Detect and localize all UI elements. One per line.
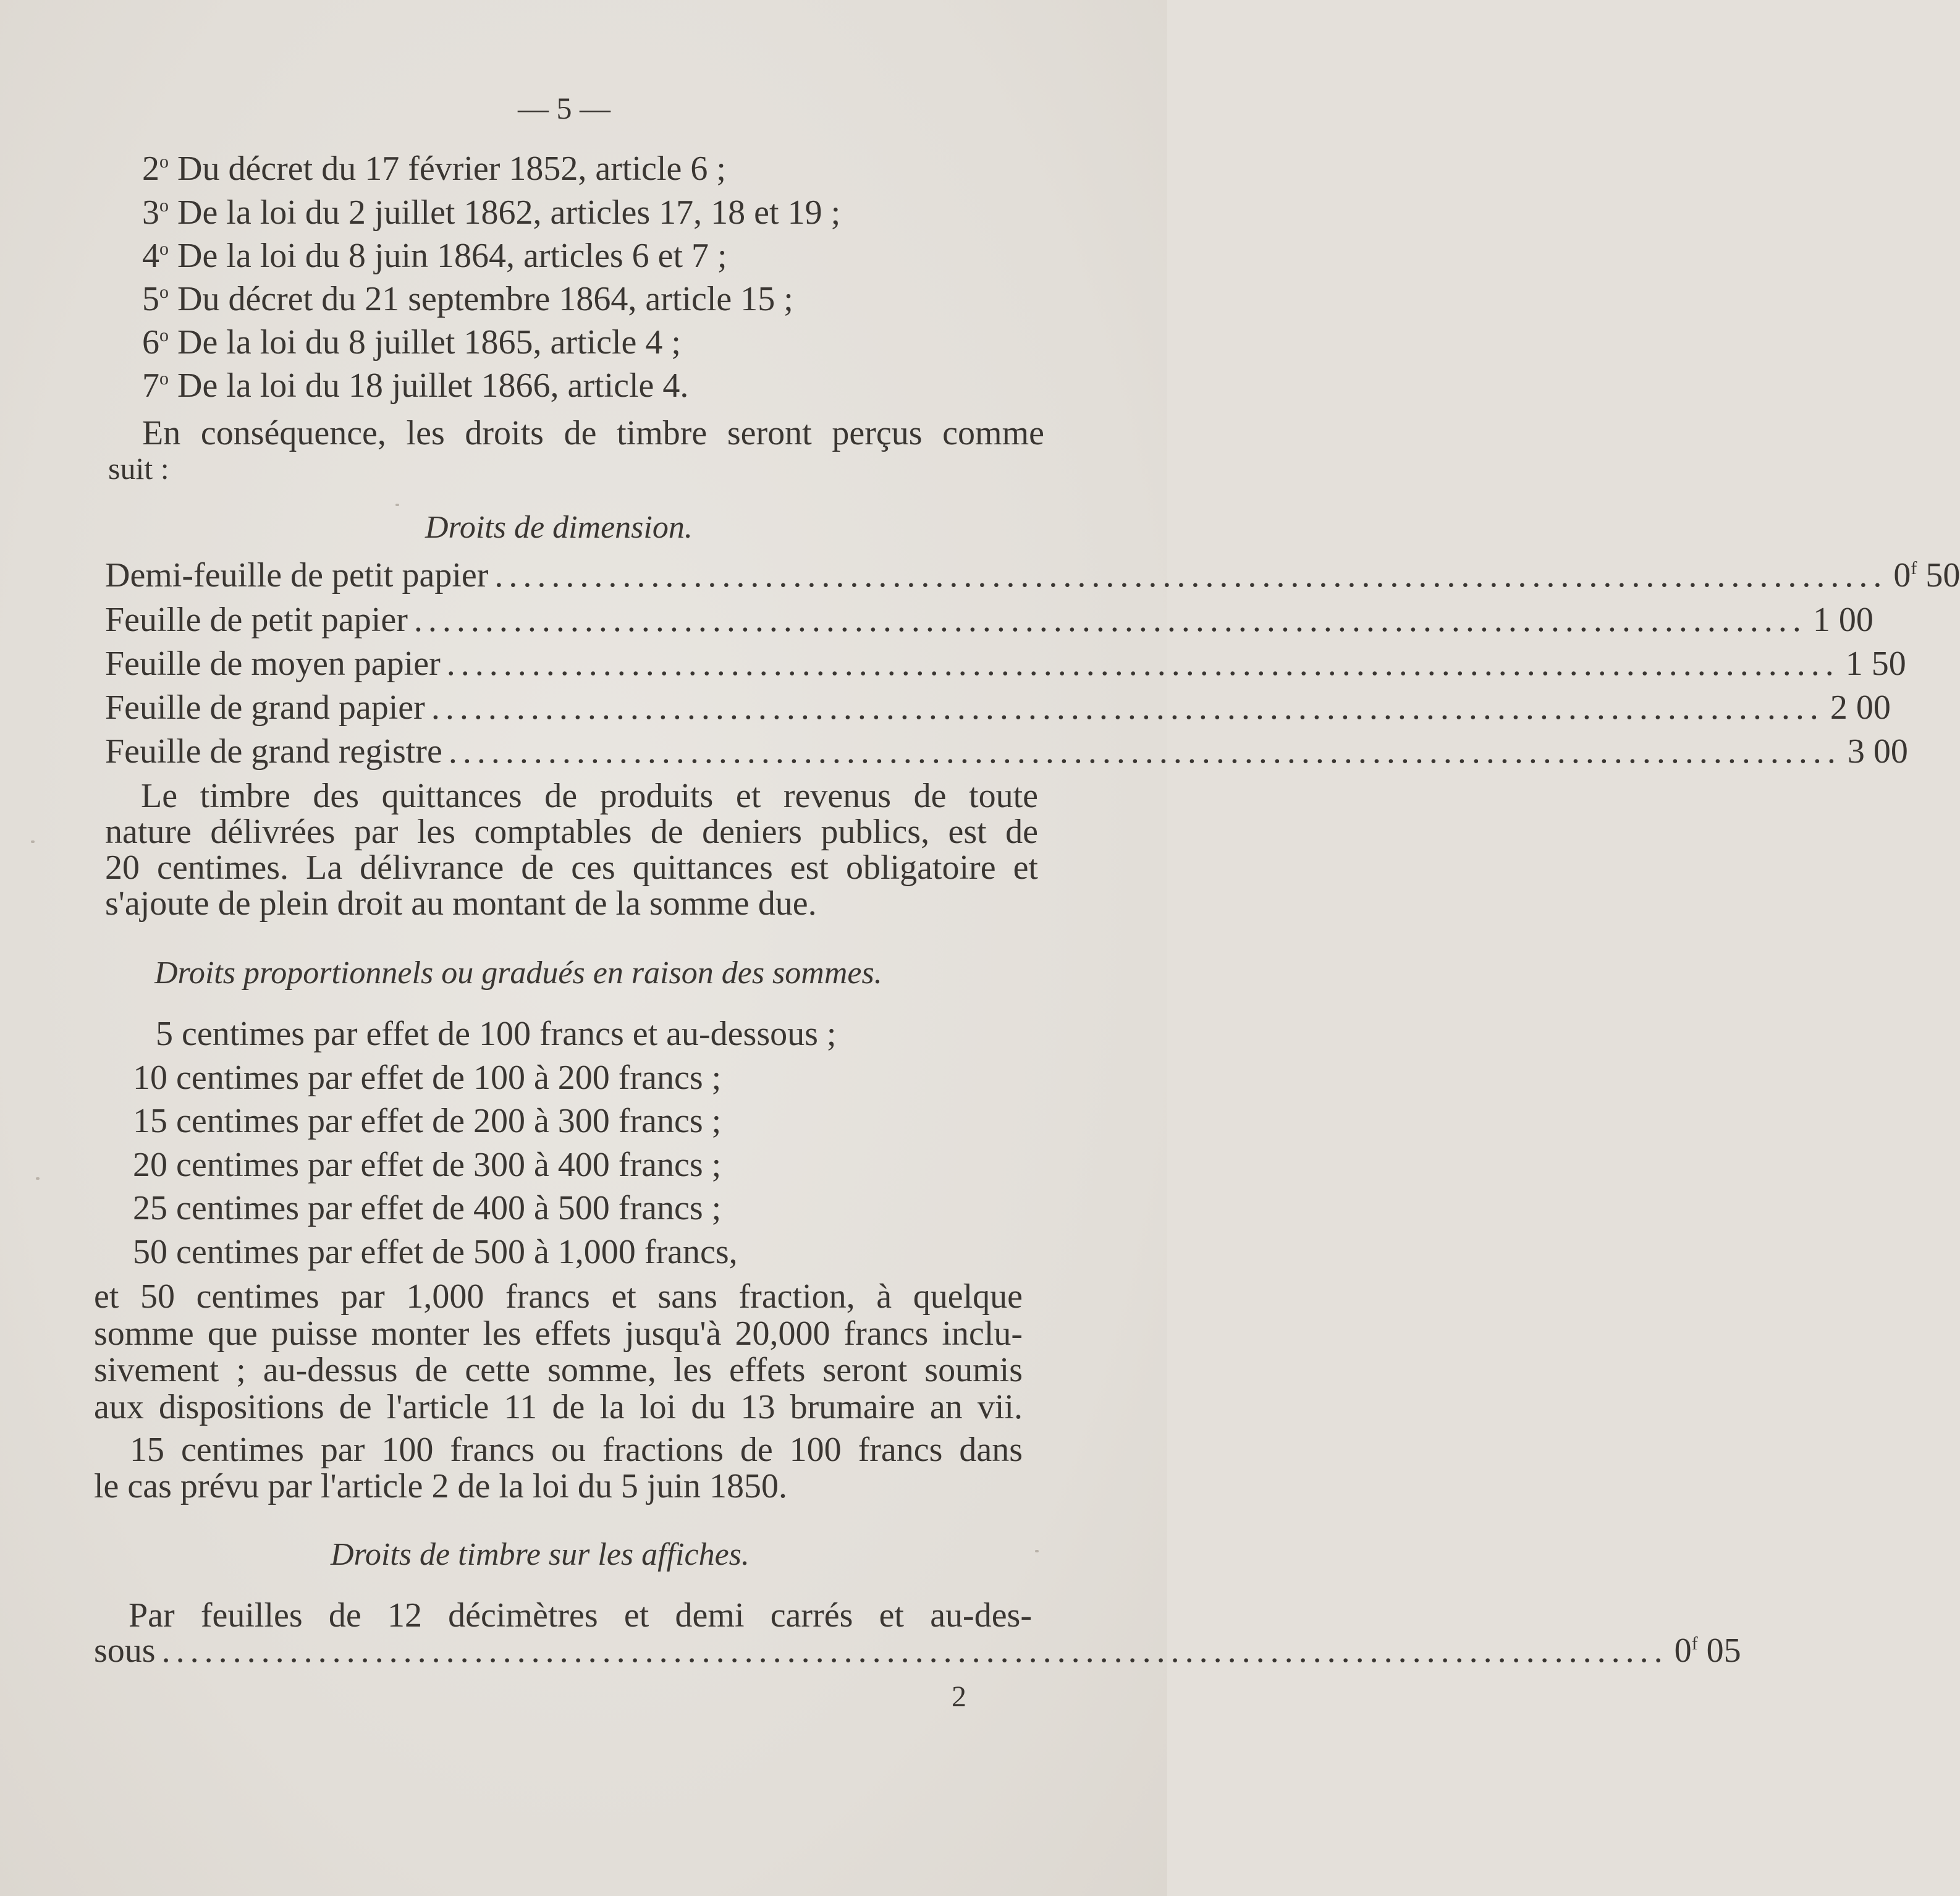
paragraph-line: s'ajoute de plein droit au montant de la somme due.	[105, 884, 817, 923]
dimension-row	[105, 556, 1960, 595]
rate-line: 50 centimes par effet de 500 à 1,000 francs,	[133, 1233, 738, 1271]
decree-text: De la loi du 2 juillet 1862, articles 17, 18 et 19 ;	[177, 193, 841, 232]
dot-leader: ..................................................................................................	[448, 732, 1841, 771]
paper-speck	[1035, 1550, 1039, 1552]
decree-text: De la loi du 18 juillet 1866, article 4.	[177, 366, 689, 405]
paragraph-line: nature délivrées par les comptables de deniers publics, est de	[105, 813, 1038, 851]
paper-speck	[395, 504, 399, 506]
dot-leader: ..................................................................................................	[431, 688, 1824, 727]
dimension-amount: 1 00	[1812, 601, 1873, 639]
section-title-proportionnel: Droits proportionnels ou gradués en raison des sommes.	[154, 955, 882, 991]
decree-text: Du décret du 21 septembre 1864, article 15 ;	[177, 280, 793, 318]
section-title-affiches: Droits de timbre sur les affiches.	[331, 1537, 750, 1572]
rate-line: 5 centimes par effet de 100 francs et au-dessous ;	[156, 1015, 837, 1053]
decree-item: 6$^o$ De la loi du 8 juillet 1865, article 4 ;	[142, 323, 681, 362]
paragraph-line: et 50 centimes par 1,000 francs et sans fraction, à quelque	[94, 1277, 1023, 1316]
dimension-label: Feuille de grand registre	[105, 732, 442, 771]
dimension-row	[105, 601, 1873, 639]
decree-text: De la loi du 8 juillet 1865, article 4 ;	[177, 323, 681, 362]
decree-item: 2$^o$ Du décret du 17 février 1852, article 6 ;	[142, 150, 726, 188]
dimension-amount: 2 00	[1830, 688, 1891, 727]
decree-item: 7$^o$ De la loi du 18 juillet 1866, article 4.	[142, 366, 689, 405]
rate-line: 10 centimes par effet de 100 à 200 francs ;	[133, 1059, 722, 1097]
paragraph-line: somme que puisse monter les effets jusqu'à 20,000 francs inclu-	[94, 1314, 1023, 1353]
paragraph-line: Par feuilles de 12 décimètres et demi carrés et au-des-	[129, 1596, 1032, 1635]
affiche-amount: 0$^f$ 05	[1674, 1631, 1741, 1670]
paragraph-line: 20 centimes. La délivrance de ces quittances est obligatoire et	[105, 849, 1038, 887]
dimension-amount: 3 00	[1847, 732, 1908, 771]
dimension-label: Feuille de grand papier	[105, 688, 425, 727]
decree-number: 7	[142, 366, 159, 405]
paragraph-line: Le timbre des quittances de produits et revenus de toute	[141, 777, 1038, 815]
dimension-amount: 1 50	[1845, 645, 1906, 683]
decree-number: 5	[142, 280, 159, 318]
affiche-label: sous	[94, 1631, 156, 1670]
rate-line: 15 centimes par effet de 200 à 300 francs ;	[133, 1102, 722, 1140]
paragraph-line: 15 centimes par 100 francs ou fractions de 100 francs dans	[130, 1431, 1023, 1469]
rate-line: 20 centimes par effet de 300 à 400 francs ;	[133, 1146, 722, 1184]
dimension-amount: 0$^f$ 50	[1893, 556, 1960, 595]
dot-leader: ..................................................................................................	[446, 645, 1840, 683]
rate-line: 25 centimes par effet de 400 à 500 francs ;	[133, 1189, 722, 1227]
page-header: — 5 —	[518, 91, 610, 125]
paper-speck	[36, 1177, 40, 1180]
dimension-label: Feuille de petit papier	[105, 601, 408, 639]
affiche-row	[94, 1631, 1741, 1670]
decree-number: 3	[142, 193, 159, 232]
decree-text: Du décret du 17 février 1852, article 6 ;	[177, 150, 726, 188]
dimension-label: Feuille de moyen papier	[105, 645, 441, 683]
decree-item: 4$^o$ De la loi du 8 juin 1864, articles 6 et 7 ;	[142, 237, 727, 275]
decree-number: 4	[142, 237, 159, 275]
paragraph-line: le cas prévu par l'article 2 de la loi du 5 juin 1850.	[94, 1467, 787, 1505]
section-title-dimension: Droits de dimension.	[425, 510, 693, 545]
dimension-row	[105, 645, 1906, 683]
consequence-line: En conséquence, les droits de timbre seront perçus comme	[142, 414, 1044, 452]
decree-item: 5$^o$ Du décret du 21 septembre 1864, article 15 ;	[142, 280, 793, 318]
consequence-line: suit :	[108, 451, 169, 486]
decree-number: 6	[142, 323, 159, 362]
paragraph-line: sivement ; au-dessus de cette somme, les effets seront soumis	[94, 1351, 1023, 1389]
dot-leader: ..................................................................................................	[494, 556, 1888, 595]
decree-number: 2	[142, 150, 159, 188]
paper-speck	[31, 840, 35, 843]
paragraph-line: aux dispositions de l'article 11 de la loi du 13 brumaire an vii.	[94, 1388, 1023, 1426]
dimension-label: Demi-feuille de petit papier	[105, 556, 489, 595]
decree-text: De la loi du 8 juin 1864, articles 6 et 7 ;	[177, 237, 727, 275]
dot-leader: ..................................................................................................	[413, 601, 1807, 639]
dimension-row	[105, 688, 1891, 727]
signature-mark: 2	[952, 1680, 966, 1713]
dot-leader: ..........................................................................................................	[161, 1631, 1668, 1670]
decree-item: 3$^o$ De la loi du 2 juillet 1862, articles 17, 18 et 19 ;	[142, 193, 841, 232]
dimension-row	[105, 732, 1908, 771]
